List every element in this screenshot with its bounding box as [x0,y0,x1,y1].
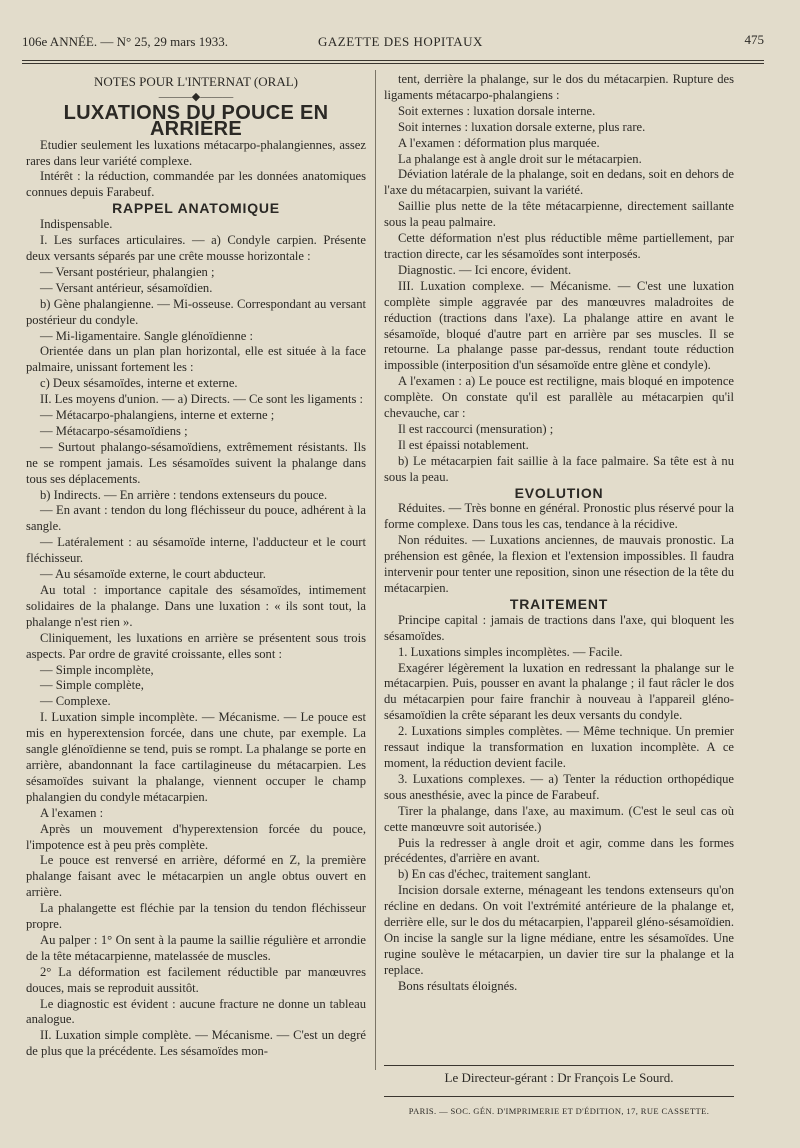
paragraph: Cette déformation n'est plus réductible même partiellement, par traction directe, car les sésamoïdes sont interposés. [384,231,734,261]
paragraph: Intérêt : la réduction, commandée par les données anatomiques connues depuis Farabeuf. [26,169,366,200]
paragraph: — Versant antérieur, sésamoïdien. [40,280,213,295]
paragraph: b) En cas d'échec, traitement sanglant. [398,867,591,882]
paragraph: III. Luxation complexe. — Mécanisme. — C'est une luxation complète simple aggravée par des manœuvres maladroites de réduction (tractions dans l'axe). La phalange attire en avant le sésamoïde, bloqué d'autre part en arrière par ses muscles. Il se retourne. La phalange passe par-dessus, rendant toute réduction impossible (interposition d'un sésamoïde entre glène et condyle). [384,278,734,373]
paragraph: Bons résultats éloignés. [398,978,518,993]
paragraph: Etudier seulement les luxations métacarpo-phalangiennes, assez rares dans leur variété complexe. [26,137,366,168]
paragraph: Au total : importance capitale des sésamoïdes, intimement solidaires de la phalange. Dans une luxation : « ils sont tout, la phalange n'est rien ». [26,583,366,629]
paragraph: Saillie plus nette de la tête métacarpienne, directement saillante sous la peau palmaire. [384,199,734,230]
printer-line: PARIS. — SOC. GÉN. D'IMPRIMERIE ET D'ÉDITION, 17, RUE CASSETTE. [408,1105,710,1116]
footer [384,1065,734,1124]
paragraph: Incision dorsale externe, ménageant les tendons extenseurs qu'on récline en dedans. On voit l'extrémité antérieure de la phalange et, derrière elle, sur le dos du métacarpien, l'appareil gléno-sésamoïdien. On incise la sangle sur la ligne médiane, entre les sésamoïdes. Une rugine soulève le métacarpien, un davier tire sur la phalange et la replace. [384,883,734,977]
paragraph: A l'examen : a) Le pouce est rectiligne, mais bloqué en impotence complète. On constate qu'il est parallèle au métacarpien qu'il chevauche, car : [384,374,734,421]
paragraph: — Métacarpo-sésamoïdiens ; [40,423,188,438]
paragraph: Au palper : 1° On sent à la paume la saillie régulière et arrondie de la tête métacarpienne, matelassée de muscles. [26,932,366,963]
paragraph: Exagérer légèrement la luxation en redressant la phalange sur le métacarpien. Puis, pousser en avant la phalange ; il faut râcler le dos du métacarpien pour faire franchir à nouveau à l'appareil gléno-sésamoïdien la crête séparant les deux versants du condyle. [384,660,734,723]
paragraph: Principe capital : jamais de tractions dans l'axe, qui bloquent les sésamoïdes. [384,612,734,643]
paragraph: Le pouce est renversé en arrière, déformé en Z, la première phalange faisant avec le métacarpien un angle obtus ouvert en arrière. [26,853,366,900]
paragraph: Indispensable. [40,217,113,232]
paragraph: — Au sésamoïde externe, le court abducteur. [40,567,266,582]
left-column [26,74,366,1060]
paragraph: Soit internes : luxation dorsale externe, plus rare. [398,119,646,134]
paragraph: 2. Luxations simples complètes. — Même technique. Un premier ressaut indique la transformation en luxation incomplète. A ce moment, la réduction devient facile. [384,724,734,770]
paragraph: I. Luxation simple incomplète. — Mécanisme. — Le pouce est mis en hyperextension forcée, dans une chute, par exemple. La sangle glénoïdienne se tend, puis se rompt. La phalange se porte en arrière, abandonnant la face cartilagineuse du métacarpien. Les sésamoïdes suivant la phalange, viennent occuper le champ phalangien du condyle métacarpien. [26,710,366,804]
intro [26,138,366,202]
issue-info: 106e ANNÉE. — N° 25, 29 mars 1933. [22,34,228,49]
paragraph: Orientée dans un plan plan horizontal, elle est située à la face palmaire, unissant fortement les : [26,344,366,375]
paragraph: Puis la redresser à angle droit et agir, comme dans les formes précédentes, d'arrière en avant. [384,835,734,866]
left-paragraphs [26,217,366,1060]
section-heading-evolution: EVOLUTION [514,484,604,501]
page-number: 475 [744,32,764,47]
journal-title: GAZETTE DES HOPITAUX [318,34,483,49]
footer-rule-2 [384,1096,734,1097]
paragraph: — Mi-ligamentaire. Sangle glénoïdienne : [40,328,253,343]
paragraph: b) Gène phalangienne. — Mi-osseuse. Correspondant au versant postérieur du condyle. [26,296,366,327]
paragraph: b) Indirects. — En arrière : tendons extenseurs du pouce. [40,487,328,502]
paragraph: I. Les surfaces articulaires. — a) Condyle carpien. Présente deux versants séparés par une crête mousse horizontale : [26,233,366,263]
paragraph: A l'examen : [40,805,104,820]
right-paragraphs-2 [384,501,734,596]
paragraph: La phalange est à angle droit sur le métacarpien. [398,151,642,166]
paragraph: II. Les moyens d'union. — a) Directs. — Ce sont les ligaments : [40,392,364,407]
ornament: ———◆——— [158,90,234,103]
director-signature: Le Directeur-gérant : Dr François Le Sourd. [444,1070,674,1085]
paragraph: Soit externes : luxation dorsale interne. [398,103,596,118]
paragraph: Diagnostic. — Ici encore, évident. [398,262,572,277]
right-column [384,72,734,995]
paragraph: 2° La déformation est facilement réductible par manœuvres douces, mais se reproduit aussitôt. [26,964,366,995]
paragraph: c) Deux sésamoïdes, interne et externe. [40,376,238,391]
footer-rule [384,1065,734,1066]
paragraph: 3. Luxations complexes. — a) Tenter la réduction orthopédique sous anesthésie, avec la pince de Farabeuf. [384,771,734,802]
paragraph: Tirer la phalange, dans l'axe, au maximum. (C'est le seul cas où cette manœuvre soit autorisée.) [384,803,734,834]
paragraph: Le diagnostic est évident : aucune fracture ne donne un tableau analogue. [26,996,366,1027]
paragraph: — Surtout phalango-sésamoïdiens, extrêmement résistants. Ils ne se rompent jamais. Les sésamoïdes suivent la phalange dans tous ses déplacements. [26,439,366,486]
paragraph: La phalangette est fléchie par la tension du tendon fléchisseur propre. [26,901,366,932]
notes-heading: NOTES POUR L'INTERNAT (ORAL) [94,74,298,89]
paragraph: b) Le métacarpien fait saillie à la face palmaire. Sa tête est à nu sous la peau. [384,453,734,484]
paragraph: — Complexe. [40,694,111,709]
section-heading-treatment: TRAITEMENT [509,595,609,612]
paragraph: Cliniquement, les luxations en arrière se présentent sous trois aspects. Par ordre de gravité croissante, elles sont : [26,630,366,661]
paragraph: A l'examen : déformation plus marquée. [398,135,600,150]
article-title: LUXATIONS DU POUCE EN ARRIÈRE [63,101,329,140]
column-divider [375,70,376,1070]
header-rule-2 [22,63,764,64]
paragraph: — Simple incomplète, [40,662,154,677]
paragraph: Après un mouvement d'hyperextension forcée du pouce, l'impotence est à peu près complète. [26,821,366,852]
paragraph: Il est épaissi notablement. [398,437,529,452]
paragraph: — Simple complète, [40,678,144,693]
paragraph: tent, derrière la phalange, sur le dos du métacarpien. Rupture des ligaments métacarpo-phalangiens : [384,72,734,102]
paragraph: — Métacarpo-phalangiens, interne et externe ; [40,408,275,423]
paragraph: — En avant : tendon du long fléchisseur du pouce, adhérent à la sangle. [26,503,366,534]
paragraph: 1. Luxations simples incomplètes. — Facile. [398,644,623,659]
right-paragraphs-3 [384,613,734,995]
page-header [22,34,764,56]
right-paragraphs-1 [384,72,734,486]
paragraph: — Latéralement : au sésamoïde interne, l'adducteur et le court fléchisseur. [26,535,366,566]
paragraph: Non réduites. — Luxations anciennes, de mauvais pronostic. La préhension est gênée, la flexion et l'extension impossibles. Il faudra intervenir pour tenter une reposition, sinon une résection de la tête du métacarpien. [384,533,734,595]
paragraph: Réduites. — Très bonne en général. Pronostic plus réservé pour la forme complexe. Dans tous les cas, tendance à la récidive. [384,501,734,532]
paragraph: Déviation latérale de la phalange, soit en dedans, soit en dehors de l'axe du métacarpien, suivant la variété. [384,167,734,198]
header-rule [22,60,764,61]
paragraph: Il est raccourci (mensuration) ; [398,421,554,436]
paragraph: — Versant postérieur, phalangien ; [40,264,215,279]
paragraph: II. Luxation simple complète. — Mécanisme. — C'est un degré de plus que la précédente. Les sésamoïdes mon- [26,1028,366,1059]
section-heading-anatomy: RAPPEL ANATOMIQUE [112,200,280,217]
